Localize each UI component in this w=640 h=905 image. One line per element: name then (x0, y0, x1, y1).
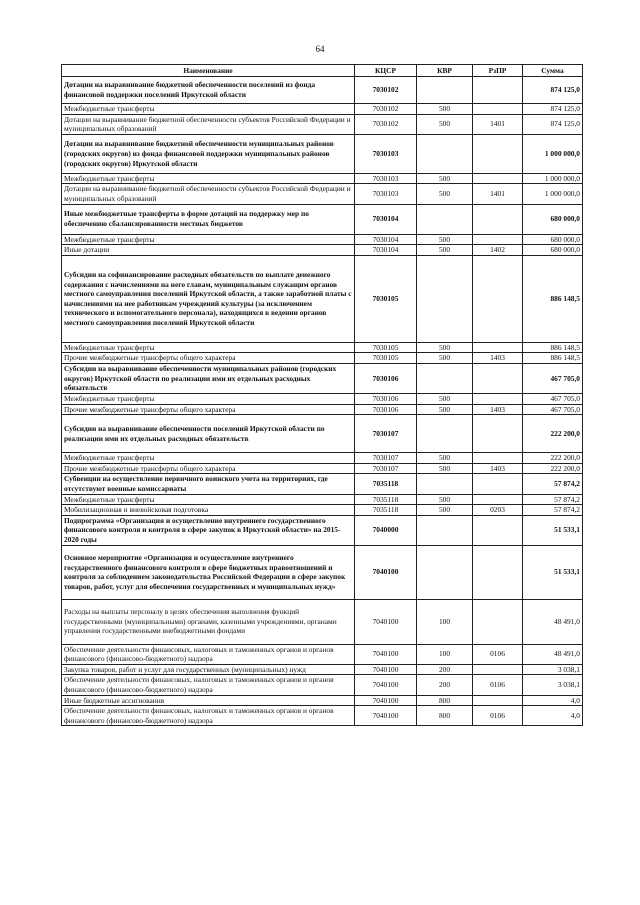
cell-name: Дотации на выравнивание бюджетной обеспеченности поселений из фонда финансовой поддержки поселений Иркутской области (62, 77, 355, 104)
cell-kvr: 500 (417, 494, 473, 505)
cell-kvr: 500 (417, 453, 473, 464)
cell-sum: 57 874,2 (523, 474, 583, 494)
cell-kcsr: 7030107 (355, 463, 417, 474)
cell-kcsr: 7030105 (355, 353, 417, 364)
cell-sum: 4,0 (523, 695, 583, 706)
cell-kcsr: 7030102 (355, 77, 417, 104)
cell-name: Субвенции на осуществление первичного воинского учета на территориях, где отсутствуют военные комиссариаты (62, 474, 355, 494)
cell-kvr (417, 204, 473, 234)
cell-name: Основное мероприятие «Организация и осуществление внутреннего государственного финансового контроля в сфере бюджетных правоотношений и контроля за соблюдением законодательства Российской Федерации в сфере закупок товаров, работ, услуг для обеспечения государственных и муниципальных нужд» (62, 545, 355, 599)
cell-kvr: 200 (417, 675, 473, 695)
cell-kvr: 500 (417, 393, 473, 404)
cell-kvr: 500 (417, 234, 473, 245)
cell-sum: 874 125,0 (523, 77, 583, 104)
cell-sum: 467 705,0 (523, 404, 583, 415)
cell-rzpr (473, 415, 523, 453)
table-row (62, 415, 583, 453)
cell-sum: 57 874,2 (523, 494, 583, 505)
cell-rzpr: 1401 (473, 184, 523, 204)
table-row (62, 545, 583, 599)
cell-sum: 1 000 000,0 (523, 134, 583, 173)
cell-name: Межбюджетные трансферты (62, 104, 355, 115)
cell-name: Прочие межбюджетные трансферты общего характера (62, 463, 355, 474)
cell-rzpr (473, 363, 523, 393)
cell-kcsr: 7035118 (355, 505, 417, 516)
cell-kvr: 500 (417, 342, 473, 353)
cell-rzpr (473, 342, 523, 353)
cell-name: Межбюджетные трансферты (62, 234, 355, 245)
table-row (62, 234, 583, 245)
cell-kcsr: 7030104 (355, 204, 417, 234)
cell-name: Обеспечение деятельности финансовых, налоговых и таможенных органов и органов финансового (финансово-бюджетного) надзора (62, 644, 355, 664)
table-row (62, 706, 583, 726)
cell-kvr: 500 (417, 104, 473, 115)
cell-kvr: 100 (417, 599, 473, 644)
cell-sum: 467 705,0 (523, 363, 583, 393)
cell-rzpr (473, 453, 523, 464)
cell-kvr: 500 (417, 184, 473, 204)
table-row (62, 363, 583, 393)
page-number: 64 (315, 44, 325, 54)
cell-kcsr: 7030105 (355, 342, 417, 353)
cell-sum: 467 705,0 (523, 393, 583, 404)
header-name: Наименование (62, 65, 355, 77)
cell-kvr (417, 134, 473, 173)
cell-kcsr: 7030107 (355, 415, 417, 453)
table-row (62, 342, 583, 353)
cell-sum: 886 148,5 (523, 342, 583, 353)
cell-kcsr: 7030106 (355, 404, 417, 415)
header-sum: Сумма (523, 65, 583, 77)
cell-kvr: 800 (417, 706, 473, 726)
cell-kvr (417, 474, 473, 494)
cell-kvr (417, 515, 473, 545)
cell-sum: 57 874,2 (523, 505, 583, 516)
cell-name: Субсидии на софинансирование расходных обязательств по выплате денежного содержания с начислениями на него главам, муниципальным служащим органов местного самоуправления поселений Иркутской области, а также заработной платы с начислениями на нее работникам учреждений культуры (за исключением технического и вспомогательного персонала), находящихся в ведении органов местного самоуправления поселений Иркутской области (62, 255, 355, 342)
cell-kcsr: 7040100 (355, 675, 417, 695)
cell-sum: 222 200,0 (523, 415, 583, 453)
cell-kvr: 500 (417, 114, 473, 134)
cell-kcsr: 7030103 (355, 173, 417, 184)
cell-kvr (417, 415, 473, 453)
cell-name: Расходы на выплаты персоналу в целях обеспечения выполнения функций государственными (муниципальными) органами, казенными учреждениями, органами управления государственными внебюджетными фондами (62, 599, 355, 644)
cell-name: Иные межбюджетные трансферты в форме дотаций на поддержку мер по обеспечению сбалансированности местных бюджетов (62, 204, 355, 234)
cell-sum: 886 148,5 (523, 255, 583, 342)
cell-kcsr: 7035118 (355, 494, 417, 505)
table-row (62, 453, 583, 464)
cell-rzpr: 1403 (473, 463, 523, 474)
table-row (62, 173, 583, 184)
cell-rzpr (473, 474, 523, 494)
cell-name: Межбюджетные трансферты (62, 342, 355, 353)
cell-kcsr: 7030104 (355, 234, 417, 245)
cell-sum: 48 491,0 (523, 599, 583, 644)
cell-sum: 222 200,0 (523, 463, 583, 474)
cell-sum: 874 125,0 (523, 114, 583, 134)
table-row (62, 204, 583, 234)
cell-sum: 51 533,1 (523, 545, 583, 599)
cell-kvr (417, 545, 473, 599)
cell-kvr: 100 (417, 644, 473, 664)
table-row (62, 664, 583, 675)
table-row (62, 393, 583, 404)
cell-name: Субсидии на выравнивание обеспеченности поселений Иркутской области по реализации ими их отдельных расходных обязательств (62, 415, 355, 453)
cell-rzpr (473, 134, 523, 173)
table-row (62, 505, 583, 516)
cell-sum: 1 000 000,0 (523, 184, 583, 204)
cell-rzpr: 1403 (473, 404, 523, 415)
cell-rzpr (473, 204, 523, 234)
cell-rzpr (473, 664, 523, 675)
cell-name: Обеспечение деятельности финансовых, налоговых и таможенных органов и органов финансового (финансово-бюджетного) надзора (62, 706, 355, 726)
cell-rzpr: 1403 (473, 353, 523, 364)
cell-rzpr: 0106 (473, 644, 523, 664)
cell-kcsr: 7040100 (355, 706, 417, 726)
cell-kcsr: 7030103 (355, 134, 417, 173)
cell-sum: 680 000,0 (523, 245, 583, 256)
cell-rzpr (473, 255, 523, 342)
cell-kcsr: 7030102 (355, 114, 417, 134)
cell-sum: 874 125,0 (523, 104, 583, 115)
table-row (62, 494, 583, 505)
cell-name: Дотации на выравнивание бюджетной обеспеченности субъектов Российской Федерации и муниципальных образований (62, 114, 355, 134)
cell-kcsr: 7030107 (355, 453, 417, 464)
cell-kvr: 500 (417, 245, 473, 256)
table-row (62, 184, 583, 204)
cell-name: Закупка товаров, работ и услуг для государственных (муниципальных) нужд (62, 664, 355, 675)
table-row (62, 515, 583, 545)
cell-kcsr: 7030106 (355, 363, 417, 393)
cell-sum: 886 148,5 (523, 353, 583, 364)
cell-name: Подпрограмма «Организация и осуществление внутреннего государственного финансового контроля и контроля в сфере закупок в Иркутской области» на 2015-2020 годы (62, 515, 355, 545)
cell-kcsr: 7030104 (355, 245, 417, 256)
cell-rzpr (473, 104, 523, 115)
cell-name: Межбюджетные трансферты (62, 453, 355, 464)
cell-rzpr: 1401 (473, 114, 523, 134)
cell-name: Межбюджетные трансферты (62, 393, 355, 404)
table-row (62, 474, 583, 494)
cell-sum: 222 200,0 (523, 453, 583, 464)
table-row (62, 675, 583, 695)
cell-name: Прочие межбюджетные трансферты общего характера (62, 404, 355, 415)
cell-name: Межбюджетные трансферты (62, 173, 355, 184)
header-kvr: КВР (417, 65, 473, 77)
cell-sum: 1 000 000,0 (523, 173, 583, 184)
cell-kvr: 500 (417, 463, 473, 474)
cell-kvr: 500 (417, 353, 473, 364)
cell-rzpr (473, 494, 523, 505)
cell-rzpr (473, 234, 523, 245)
cell-rzpr (473, 545, 523, 599)
cell-name: Мобилизационная и вневойсковая подготовка (62, 505, 355, 516)
cell-sum: 680 000,0 (523, 234, 583, 245)
cell-kvr (417, 77, 473, 104)
table-row (62, 114, 583, 134)
cell-kcsr: 7040100 (355, 644, 417, 664)
table-row (62, 695, 583, 706)
table-body (62, 77, 583, 726)
header-kcsr: КЦСР (355, 65, 417, 77)
table-row (62, 404, 583, 415)
cell-name: Дотации на выравнивание бюджетной обеспеченности муниципальных районов (городских округов) из фонда финансовой поддержки муниципальных районов (городских округов) Иркутской области (62, 134, 355, 173)
cell-sum: 48 491,0 (523, 644, 583, 664)
cell-kvr: 800 (417, 695, 473, 706)
cell-kcsr: 7030102 (355, 104, 417, 115)
cell-rzpr (473, 173, 523, 184)
cell-name: Дотации на выравнивание бюджетной обеспеченности субъектов Российской Федерации и муниципальных образований (62, 184, 355, 204)
table-row (62, 255, 583, 342)
cell-sum: 3 038,1 (523, 675, 583, 695)
table-row (62, 77, 583, 104)
cell-kcsr: 7030106 (355, 393, 417, 404)
cell-name: Межбюджетные трансферты (62, 494, 355, 505)
cell-kcsr: 7035118 (355, 474, 417, 494)
cell-rzpr: 0106 (473, 706, 523, 726)
table-row (62, 463, 583, 474)
table-row (62, 353, 583, 364)
cell-sum: 4,0 (523, 706, 583, 726)
cell-kvr: 200 (417, 664, 473, 675)
cell-kcsr: 7040100 (355, 695, 417, 706)
cell-name: Обеспечение деятельности финансовых, налоговых и таможенных органов и органов финансового (финансово-бюджетного) надзора (62, 675, 355, 695)
table-row (62, 104, 583, 115)
table-row (62, 599, 583, 644)
cell-name: Иные бюджетные ассигнования (62, 695, 355, 706)
cell-rzpr (473, 77, 523, 104)
cell-name: Прочие межбюджетные трансферты общего характера (62, 353, 355, 364)
table-row (62, 134, 583, 173)
cell-name: Иные дотации (62, 245, 355, 256)
cell-rzpr (473, 393, 523, 404)
cell-rzpr (473, 599, 523, 644)
cell-sum: 3 038,1 (523, 664, 583, 675)
cell-rzpr: 1402 (473, 245, 523, 256)
cell-kvr: 500 (417, 505, 473, 516)
cell-rzpr: 0203 (473, 505, 523, 516)
cell-rzpr (473, 515, 523, 545)
cell-sum: 51 533,1 (523, 515, 583, 545)
cell-kcsr: 7040100 (355, 664, 417, 675)
table-row (62, 644, 583, 664)
cell-sum: 680 000,0 (523, 204, 583, 234)
cell-rzpr (473, 695, 523, 706)
cell-kvr (417, 363, 473, 393)
cell-kvr: 500 (417, 404, 473, 415)
budget-table (61, 64, 583, 726)
cell-kcsr: 7040000 (355, 515, 417, 545)
table-header-row (62, 65, 583, 77)
cell-name: Субсидии на выравнивание обеспеченности муниципальных районов (городских округов) Иркутской области по реализации ими их отдельных расходных обязательств (62, 363, 355, 393)
cell-kcsr: 7040100 (355, 599, 417, 644)
cell-kcsr: 7030105 (355, 255, 417, 342)
cell-kvr: 500 (417, 173, 473, 184)
cell-kcsr: 7030103 (355, 184, 417, 204)
cell-rzpr: 0106 (473, 675, 523, 695)
header-rzpr: РзПР (473, 65, 523, 77)
cell-kcsr: 7040100 (355, 545, 417, 599)
cell-kvr (417, 255, 473, 342)
table-row (62, 245, 583, 256)
